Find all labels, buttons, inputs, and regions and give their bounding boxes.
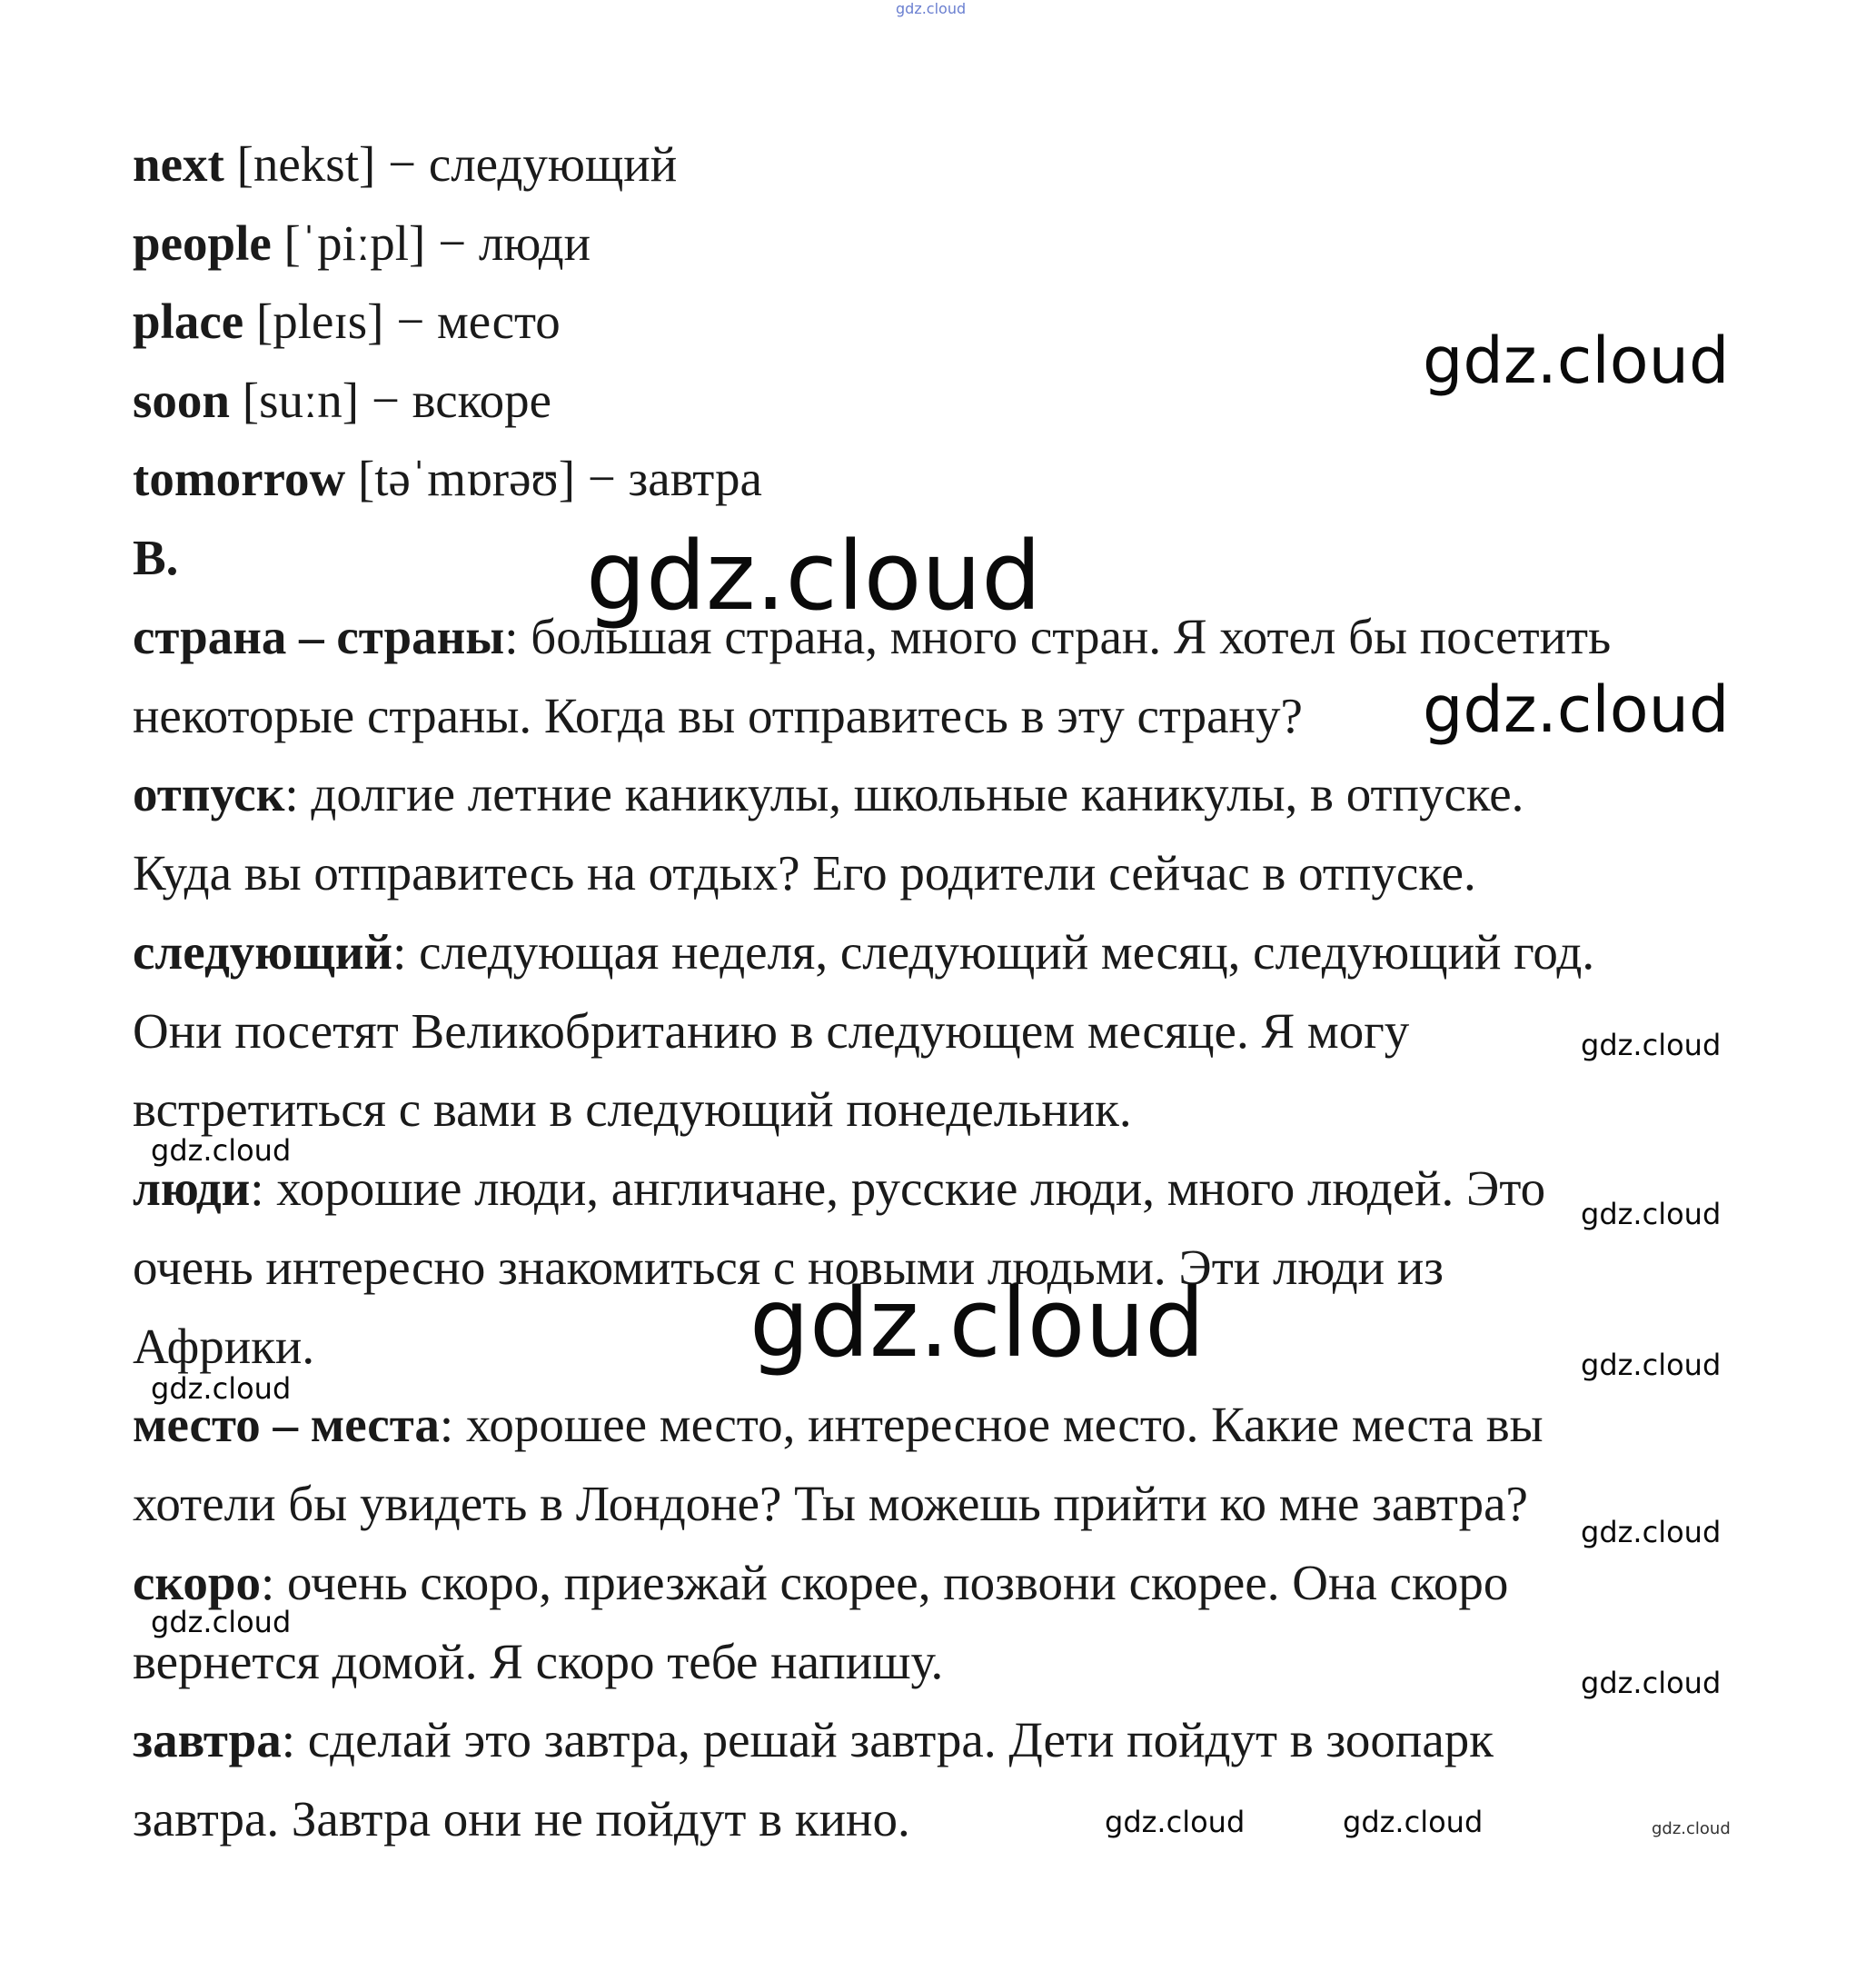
watermark: gdz.cloud <box>896 0 967 17</box>
watermark: gdz.cloud <box>151 1605 292 1639</box>
vocab-translation: [nekst] − следующий <box>223 136 678 192</box>
paragraph-line <box>133 1160 1546 1216</box>
term: место – места <box>133 1397 440 1452</box>
vocab-entry <box>133 451 762 506</box>
vocab-translation: [pleɪs] − место <box>243 294 561 349</box>
line-text: : следующая неделя, следующий месяц, следующий год. <box>392 924 1595 980</box>
vocab-word: next <box>133 136 224 192</box>
vocab-word: tomorrow <box>133 451 346 506</box>
watermark: gdz.cloud <box>1423 672 1730 747</box>
watermark: gdz.cloud <box>1581 1515 1722 1549</box>
paragraph-line <box>133 766 1524 821</box>
line-text: : хорошее место, интересное место. Какие места вы <box>439 1397 1543 1452</box>
watermark: gdz.cloud <box>151 1133 292 1168</box>
line-text: : очень скоро, приезжай скорее, позвони скорее. Она скоро <box>260 1555 1509 1610</box>
line-text: хотели бы увидеть в Лондоне? Ты можешь прийти ко мне завтра? <box>133 1476 1528 1531</box>
vocab-entry <box>133 294 561 349</box>
paragraph-line <box>133 1081 1132 1137</box>
vocab-translation: [suːn] − вскоре <box>230 373 551 428</box>
line-text: Они посетят Великобританию в следующем месяце. Я могу <box>133 1003 1410 1059</box>
paragraph-line <box>133 688 1303 743</box>
vocab-translation: [təˈmɒrəʊ] − завтра <box>345 451 762 506</box>
vocab-translation: [ˈpiːpl] − люди <box>271 215 591 271</box>
paragraph-line <box>133 1003 1410 1059</box>
line-text: завтра. Завтра они не пойдут в кино. <box>133 1791 910 1847</box>
paragraph-line <box>133 1476 1528 1531</box>
watermark: gdz.cloud <box>1343 1805 1484 1839</box>
line-text: вернется домой. Я скоро тебе напишу. <box>133 1634 944 1689</box>
paragraph-line <box>133 1319 315 1374</box>
watermark: gdz.cloud <box>1581 1348 1722 1382</box>
term: скоро <box>133 1555 261 1610</box>
vocab-entry <box>133 373 551 428</box>
line-text: Куда вы отправитесь на отдых? Его родители сейчас в отпуске. <box>133 845 1476 901</box>
vocab-entry <box>133 215 591 271</box>
term: люди <box>133 1160 251 1216</box>
line-text: : сделай это завтра, решай завтра. Дети пойдут в зоопарк <box>281 1712 1494 1767</box>
paragraph-line <box>133 924 1595 980</box>
paragraph-line <box>133 1555 1509 1610</box>
paragraph-line <box>133 845 1476 901</box>
section-label: B. <box>133 530 179 585</box>
paragraph-line <box>133 1791 910 1847</box>
line-text: встретиться с вами в следующий понедельник. <box>133 1081 1132 1137</box>
vocab-word: soon <box>133 373 230 428</box>
watermark: gdz.cloud <box>1581 1666 1722 1700</box>
line-text: некоторые страны. Когда вы отправитесь в эту страну? <box>133 688 1303 743</box>
line-text: : большая страна, много стран. Я хотел бы посетить <box>504 609 1612 664</box>
paragraph-line <box>133 1634 944 1689</box>
term: завтра <box>133 1712 282 1767</box>
term: следующий <box>133 924 393 980</box>
line-text: Африки. <box>133 1319 315 1374</box>
line-text: очень интересно знакомиться с новыми людьми. Эти люди из <box>133 1239 1444 1295</box>
watermark: gdz.cloud <box>586 521 1042 632</box>
term: отпуск <box>133 766 285 821</box>
watermark: gdz.cloud <box>1581 1197 1722 1231</box>
watermark: gdz.cloud <box>151 1371 292 1406</box>
line-text: : долгие летние каникулы, школьные каникулы, в отпуске. <box>284 766 1524 821</box>
paragraph-line <box>133 1397 1543 1452</box>
watermark: gdz.cloud <box>1652 1819 1731 1838</box>
watermark: gdz.cloud <box>749 1268 1206 1379</box>
paragraph-line <box>133 1712 1494 1767</box>
line-text: : хорошие люди, англичане, русские люди, много людей. Это <box>250 1160 1546 1216</box>
watermark: gdz.cloud <box>1423 324 1730 398</box>
watermark: gdz.cloud <box>1581 1028 1722 1062</box>
vocab-word: people <box>133 215 272 271</box>
watermark: gdz.cloud <box>1105 1805 1246 1839</box>
vocab-word: place <box>133 294 244 349</box>
vocab-entry <box>133 136 678 192</box>
term: страна – страны <box>133 609 505 664</box>
